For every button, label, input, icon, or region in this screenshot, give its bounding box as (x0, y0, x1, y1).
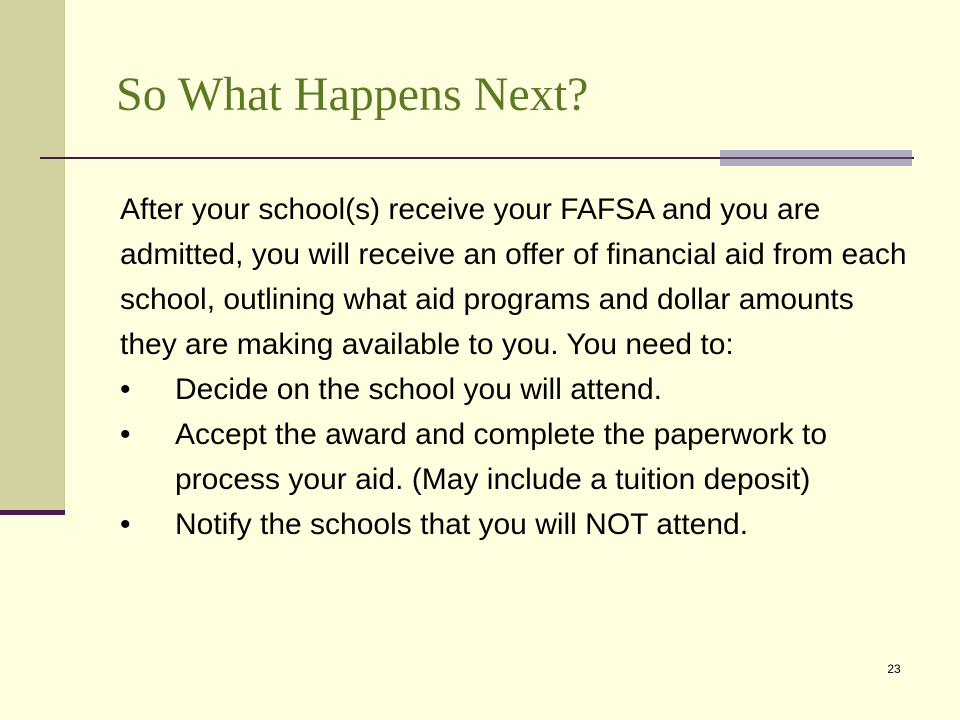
left-decorative-bar (0, 0, 65, 510)
title-rule-accent-line (720, 157, 912, 159)
list-item (120, 367, 910, 412)
slide-title: So What Happens Next? (116, 68, 589, 121)
list-item (120, 412, 910, 502)
list-item-text: Decide on the school you will attend. (175, 373, 662, 406)
left-bar-accent (0, 510, 65, 515)
bullet-icon: • (120, 508, 131, 541)
intro-paragraph: After your school(s) receive your FAFSA and you are admitted, you will receive an offer of financial aid from each school, outlining what aid programs and dollar amounts they are making available to you. You need to: (120, 193, 907, 361)
slide-page-number: 23 (887, 662, 901, 676)
action-list (120, 367, 910, 547)
slide-body (120, 187, 910, 547)
bullet-icon: • (120, 418, 131, 451)
list-item-text: Notify the schools that you will NOT attend. (175, 508, 749, 541)
list-item (120, 502, 910, 547)
list-item-text: Accept the award and complete the paperwork to process your aid. (May include a tuition deposit) (175, 418, 828, 496)
bullet-icon: • (120, 373, 131, 406)
